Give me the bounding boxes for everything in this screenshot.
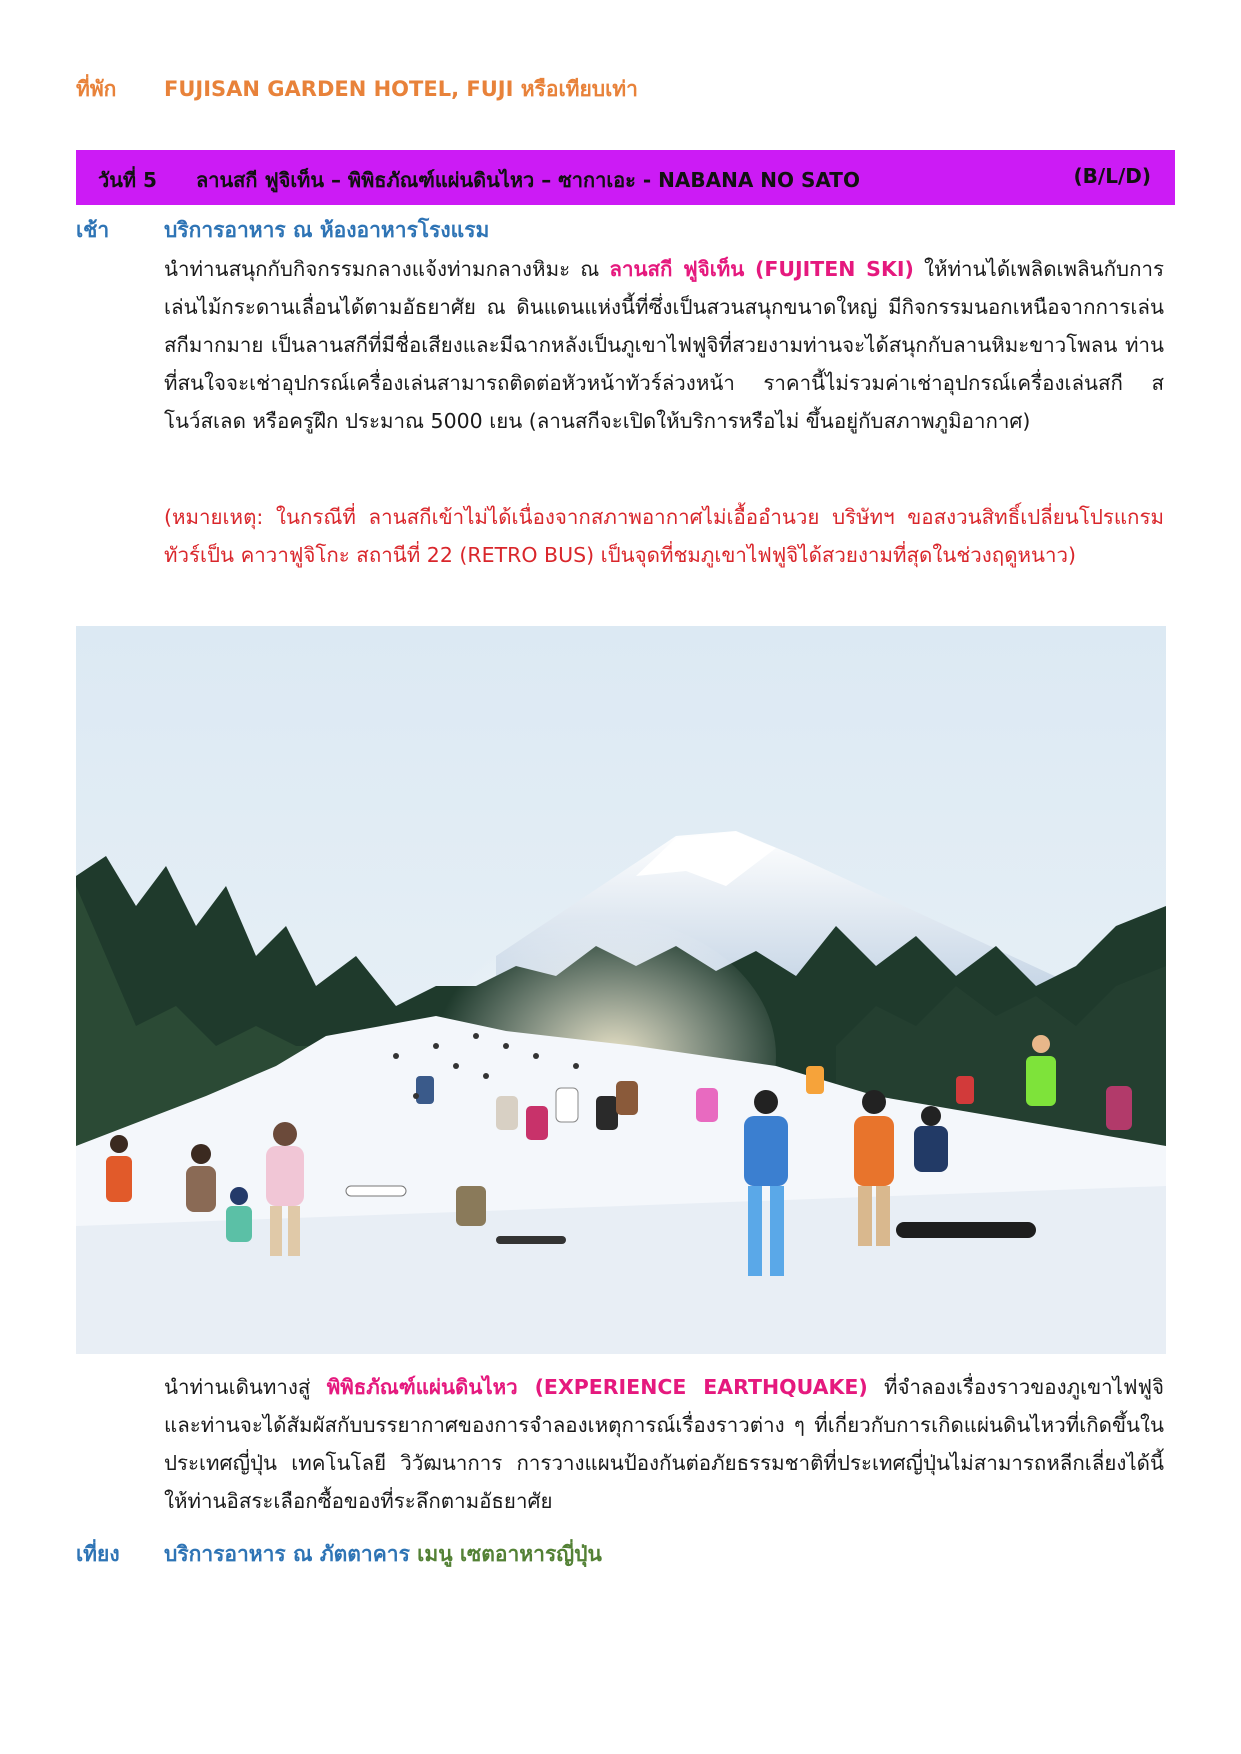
earthquake-paragraph [164, 1368, 1164, 1520]
fujiten-highlight: ลานสกี ฟูจิเท็น (FUJITEN SKI) [609, 257, 914, 281]
fujiten-intro: นำท่านสนุกกับกิจกรรมกลางแจ้งท่ามกลางหิมะ ณ [164, 257, 610, 281]
accommodation-label: ที่พัก [76, 77, 117, 101]
day-meals: (B/L/D) [1073, 164, 1151, 188]
hotel-suffix: หรือเทียบเท่า [513, 77, 638, 101]
earthquake-body: ที่จำลองเรื่องราวของภูเขาไฟฟูจิ และท่านจะได้สัมผัสกับบรรยากาศของการจำลองเหตุการณ์เรื่องราวต่าง ๆ ที่เกี่ยวกับการเกิดแผ่นดินไหวที่เกิดขึ้นในประเทศญี่ปุ่น เทคโนโลยี วิวัฒนาการ การวางแผนป้องกันต่อภัยธรรมชาติที่ประเทศญี่ปุ่นไม่สามารถหลีกเลี่ยงได้นี้ ให้ท่านอิสระเลือกซื้อของที่ระลึกตามอัธยาศัย [164, 1375, 1164, 1513]
ski-slope-photo [76, 626, 1166, 1354]
lunch-menu: เมนู เซตอาหารญี่ปุ่น [417, 1542, 602, 1566]
morning-label: เช้า [76, 218, 110, 242]
day-header-bar [76, 150, 1175, 205]
day-label: วันที่ 5 [98, 168, 157, 192]
earthquake-intro: นำท่านเดินทางสู่ [164, 1375, 327, 1399]
lunch-label: เที่ยง [76, 1542, 120, 1566]
weather-note: (หมายเหตุ: ในกรณีที่ ลานสกีเข้าไม่ได้เนื่องจากสภาพอากาศไม่เอื้ออำนวย บริษัทฯ ขอสงวนสิทธิ์เปลี่ยนโปรแกรมทัวร์เป็น คาวาฟูจิโกะ สถานีที่ 22 (RETRO BUS) เป็นจุดที่ชมภูเขาไฟฟูจิได้สวยงามที่สุดในช่วงฤดูหนาว) [164, 505, 1164, 567]
day-title: ลานสกี ฟูจิเท็น – พิพิธภัณฑ์แผ่นดินไหว – ซากาเอะ - NABANA NO SATO [196, 168, 860, 192]
lunch-meal [164, 1538, 602, 1571]
lunch-restaurant: บริการอาหาร ณ ภัตตาคาร [164, 1542, 418, 1566]
morning-meal: บริการอาหาร ณ ห้องอาหารโรงแรม [164, 218, 490, 242]
fujiten-body: ให้ท่านได้เพลิดเพลินกับการเล่นไม้กระดานเลื่อนได้ตามอัธยาศัย ณ ดินแดนแห่งนี้ที่ซึ่งเป็นสวนสนุกขนาดใหญ่ มีกิจกรรมนอกเหนือจากการเล่นสกีมากมาย เป็นลานสกีที่มีชื่อเสียงและมีฉากหลังเป็นภูเขาไฟฟูจิที่สวยงามท่านจะได้สนุกกับลานหิมะขาวโพลน ท่านที่สนใจจะเช่าอุปกรณ์เครื่องเล่นสามารถติดต่อหัวหน้าทัวร์ล่วงหน้า ราคานี้ไม่รวมค่าเช่าอุปกรณ์เครื่องเล่นสกี สโนว์สเลด หรือครูฝึก ประมาณ 5000 เยน (ลานสกีจะเปิดให้บริการหรือไม่ ขึ้นอยู่กับสภาพภูมิอากาศ) [164, 257, 1165, 433]
accommodation-hotel [164, 73, 638, 106]
hotel-name: FUJISAN GARDEN HOTEL, FUJI [164, 77, 514, 101]
fujiten-paragraph [164, 250, 1164, 440]
earthquake-highlight: พิพิธภัณฑ์แผ่นดินไหว (EXPERIENCE EARTHQUAKE) [326, 1375, 868, 1399]
